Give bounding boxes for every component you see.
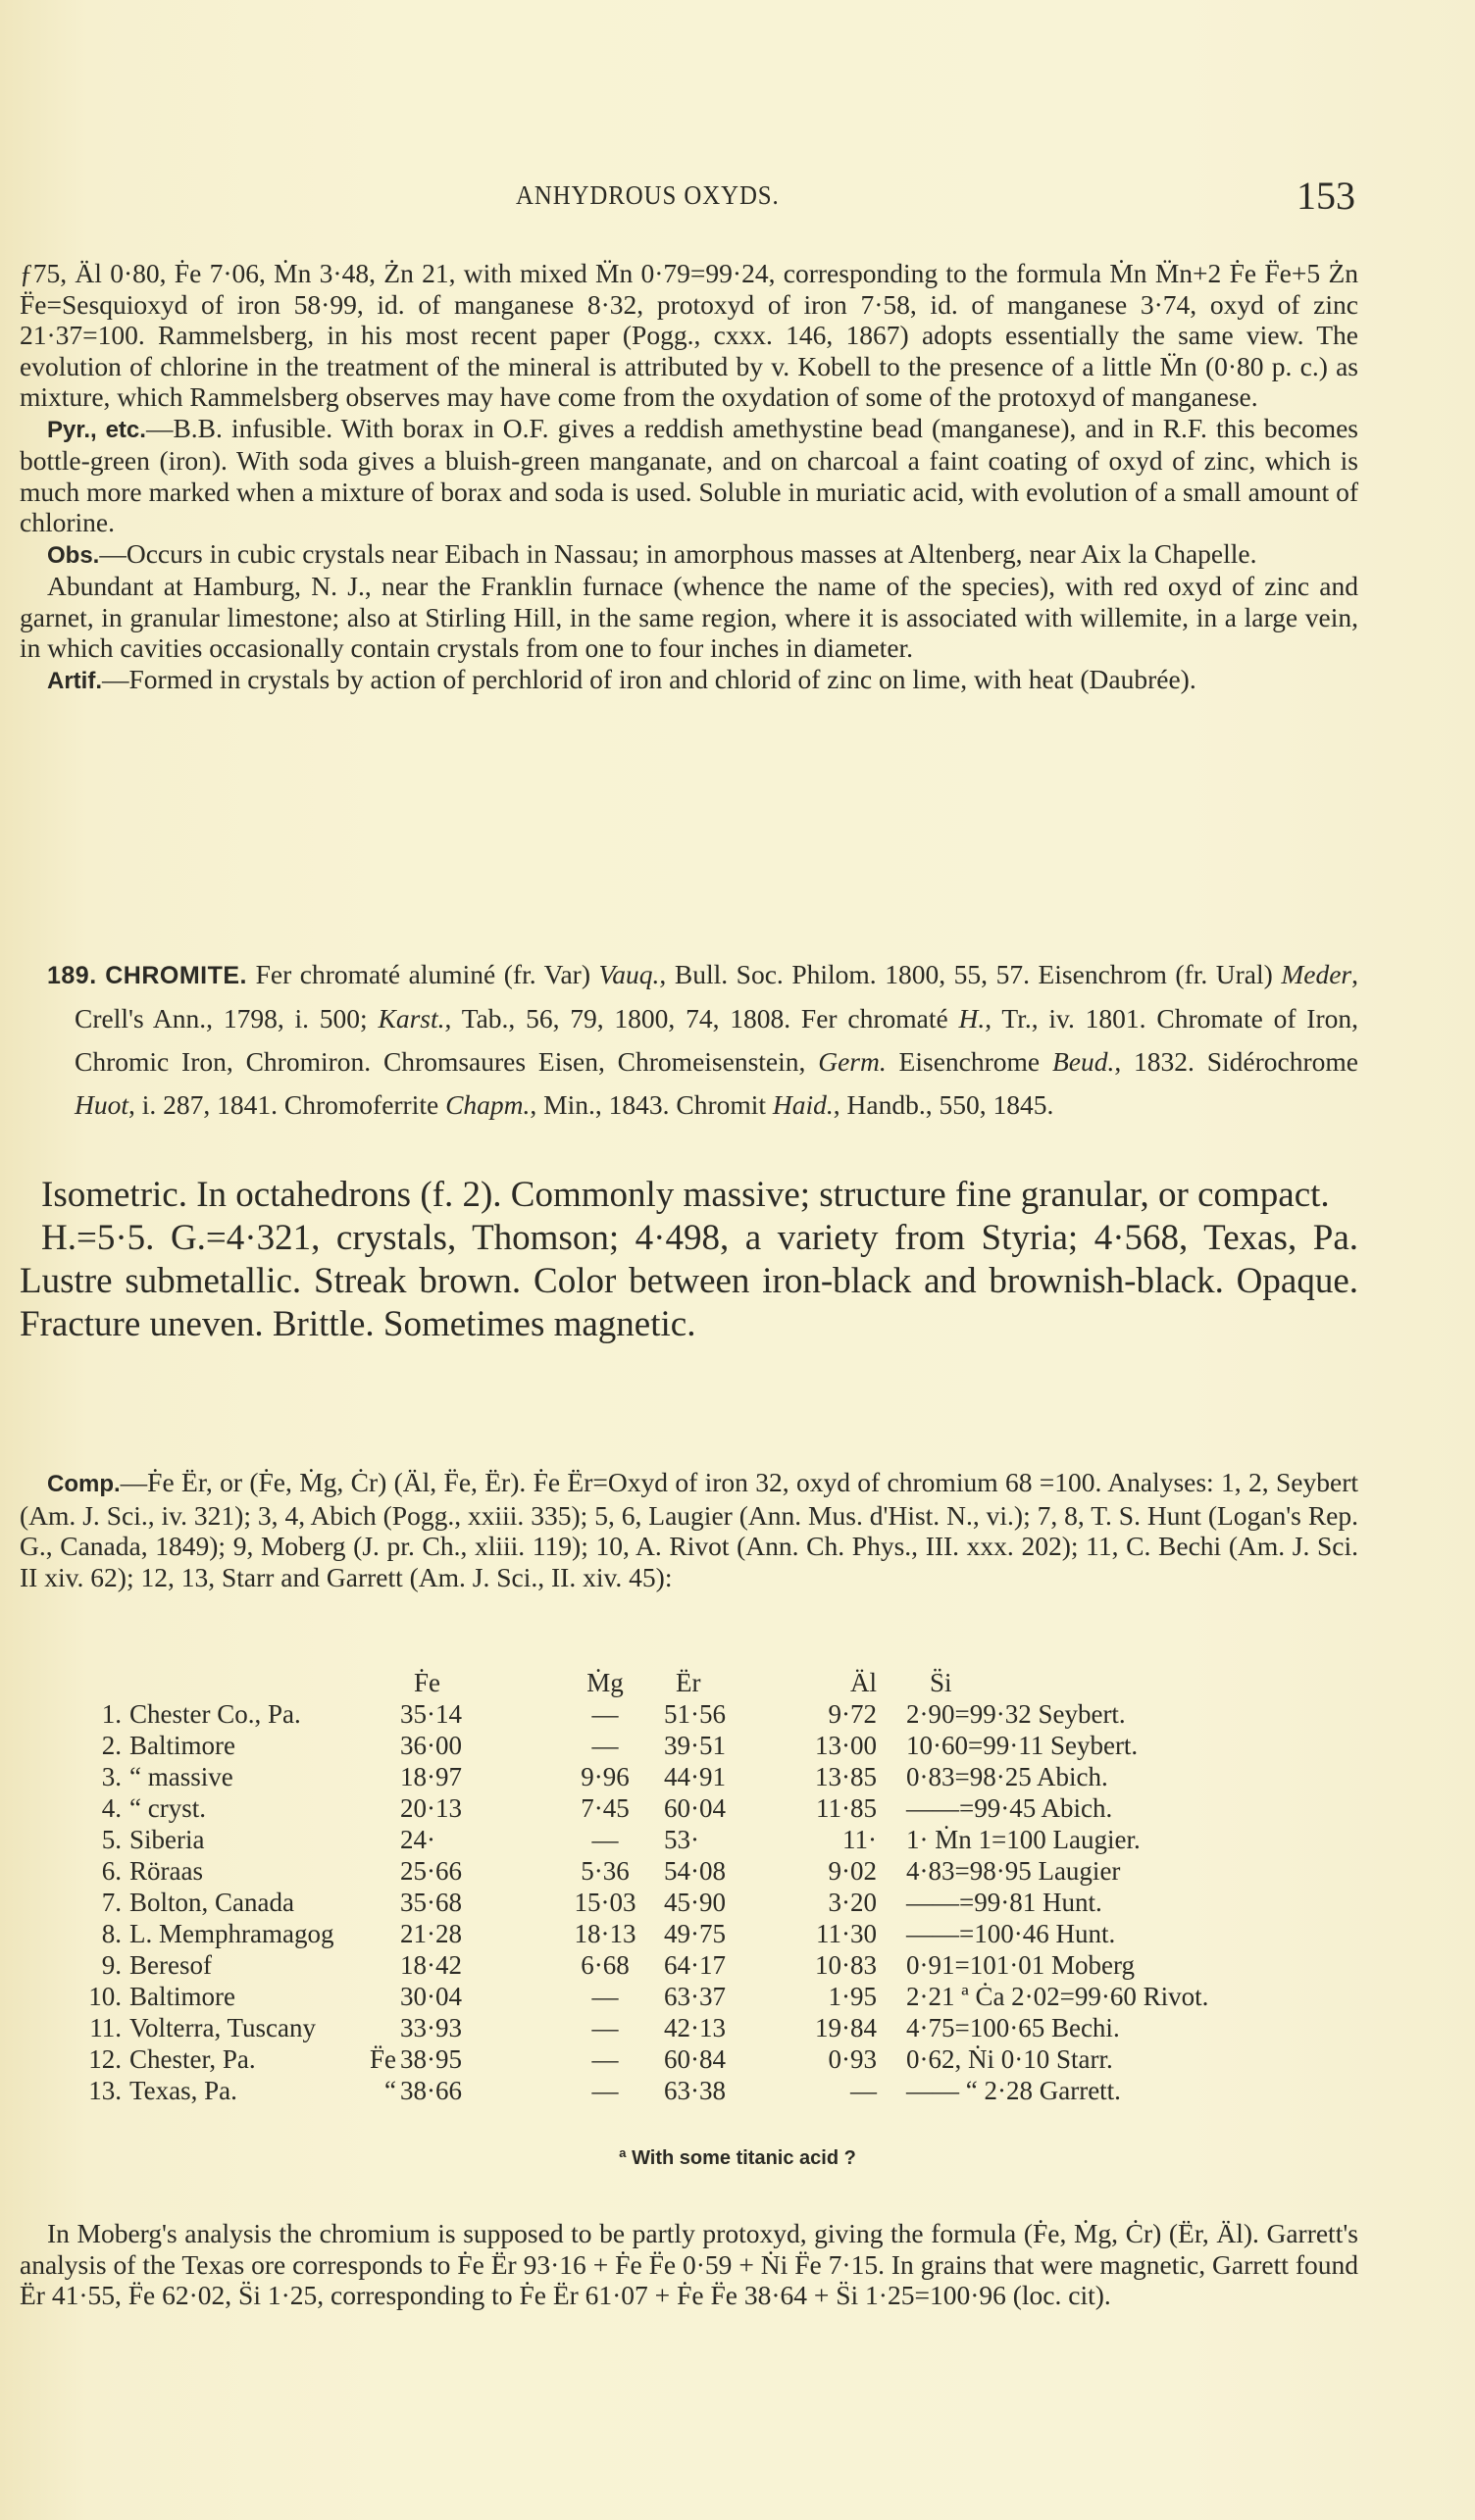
table-row: [76, 1730, 1322, 1761]
fe-value: 38·66: [400, 2076, 462, 2105]
species-number: 189.: [47, 962, 97, 989]
cell-fe: [400, 1981, 546, 2012]
table-row: [76, 1761, 1322, 1792]
table-row: [76, 2075, 1322, 2106]
cell-si-total-analyst: 10·60=99·11 Seybert.: [906, 1731, 1139, 1760]
cell-si-total-analyst: ——=99·45 Abich.: [906, 1793, 1113, 1823]
table-row: [76, 1918, 1322, 1949]
pyr-label: Pyr., etc.: [47, 416, 146, 443]
table-row: [76, 2012, 1322, 2043]
table-row: [76, 1887, 1322, 1918]
cell-locality: [76, 1761, 400, 1792]
table-row: [76, 2043, 1322, 2075]
header-mg: Ṁg: [586, 1668, 624, 1697]
locality-name: Bolton, Canada: [129, 1888, 294, 1917]
locality-name: Chester Co., Pa.: [129, 1699, 301, 1729]
fe-value: 30·04: [400, 1982, 462, 2011]
cell-cr: 54·08: [664, 1856, 726, 1886]
fe-value: 21·28: [400, 1919, 462, 1948]
cell-fe: [400, 1949, 546, 1981]
composition-section: [20, 1467, 1358, 1592]
cell-cr: 49·75: [664, 1919, 726, 1948]
cell-al: 11·: [842, 1825, 877, 1854]
cell-fe: [400, 1918, 546, 1949]
closing-paragraph: In Moberg's analysis the chromium is supposed to be partly protoxyd, giving the formula (Ḟe, Ṁg, Ċr) (Ër, Äl). Garrett's analysis of the Texas ore corresponds to Ḟe Ër 93·16 + Ḟe F̈e 0·59 + Ṅi F̈e 7·15. In grains that were magnetic, Garrett found Ër 41·55, F̈e 62·02, S̈i 1·25, corresponding to Ḟe Ër 61·07 + Ḟe F̈e 38·64 + S̈i 1·25=100·96 (loc. cit).: [20, 2218, 1358, 2310]
cell-si-total-analyst: 0·62, Ṅi 0·10 Starr.: [906, 2044, 1113, 2074]
row-number: 12.: [88, 2044, 122, 2074]
cell-si-total-analyst: 2·90=99·32 Seybert.: [906, 1699, 1126, 1729]
composition-paragraph: [20, 1467, 1358, 1592]
row-number: 1.: [101, 1699, 122, 1729]
fe-value: 20·13: [400, 1793, 462, 1823]
abundant-paragraph: Abundant at Hamburg, N. J., near the Franklin furnace (whence the name of the species), with red oxyd of zinc and garnet, in granular limestone; also at Stirling Hill, in the same region, where it is associated with willemite, in a large vein, in which cavities occasionally contain crystals from one to four inches in diameter.: [20, 571, 1358, 663]
cell-al: 0·93: [828, 2044, 877, 2074]
obs-label: Obs.: [47, 541, 100, 569]
cell-al: 13·85: [815, 1762, 877, 1791]
synonym-author-abbrev: Haid.: [772, 1089, 834, 1120]
locality-name: Volterra, Tuscany: [129, 2013, 317, 2042]
fe-value: 35·14: [400, 1699, 462, 1729]
cell-al: 3·20: [828, 1888, 877, 1917]
cell-locality: [76, 1824, 400, 1855]
cell-si-total-analyst: ——=99·81 Hunt.: [906, 1888, 1102, 1917]
table-row: [76, 1698, 1322, 1730]
cell-fe: [400, 1887, 546, 1918]
cell-locality: [76, 1887, 400, 1918]
synonymy-text: [75, 959, 1358, 1120]
synonym-author-abbrev: Germ.: [818, 1046, 887, 1077]
cell-mg: —: [591, 1825, 619, 1854]
table-row: [76, 1792, 1322, 1824]
synonym-text: , Crell's Ann., 1798, i. 500;: [75, 959, 1359, 1033]
fe-value: 38·95: [400, 2044, 462, 2074]
species-synonymy: [47, 953, 1358, 1127]
pyrognostics-paragraph: [20, 413, 1358, 538]
cell-si-total-analyst: 0·91=101·01 Moberg: [906, 1950, 1135, 1980]
synonym-text: , Tr., iv. 1801. Chromate of Iron, Chromic Iron, Chromiron. Chromsaures Eisen, Chromeisenstein,: [75, 1003, 1358, 1077]
locality-name: Chester, Pa.: [129, 2044, 256, 2074]
cell-al: 9·72: [828, 1699, 877, 1729]
fe-value: 18·42: [400, 1950, 462, 1980]
row-number: 4.: [101, 1793, 122, 1823]
fe-value: 24·: [400, 1825, 435, 1854]
previous-species-continuation: [20, 258, 1358, 696]
cell-locality: [76, 1949, 400, 1981]
cell-si-total-analyst: —— “ 2·28 Garrett.: [906, 2076, 1121, 2105]
page-number: 153: [1297, 174, 1355, 218]
synonym-text: , Min., 1843. Chromit: [530, 1089, 773, 1120]
synonym-author-abbrev: Huot: [75, 1089, 128, 1120]
row-number: 5.: [101, 1825, 122, 1854]
cell-al: 10·83: [815, 1950, 877, 1980]
comp-text: —Ḟe Ër, or (Ḟe, Ṁg, Ċr) (Äl, F̈e, Ër). Ḟe Ër=Oxyd of iron 32, oxyd of chromium 68 =100. Analyses: 1, 2, Seybert (Am. J. Sci., iv. 321); 3, 4, Abich (Pogg., xxiii. 335); 5, 6, Laugier (Ann. Mus. d'Hist. N., vi.); 7, 8, T. S. Hunt (Logan's Rep. G., Canada, 1849); 9, Moberg (J. pr. Ch., xliii. 119); 10, A. Rivot (Ann. Ch. Phys., III. xxx. 202); 11, C. Bechi (Am. J. Sci. II xiv. 62); 12, 13, Starr and Garrett (Am. J. Sci., II. xiv. 45):: [20, 1467, 1358, 1592]
synonym-text: , i. 287, 1841. Chromoferrite: [128, 1089, 446, 1120]
cell-locality: [76, 2012, 400, 2043]
synonym-author-abbrev: Karst.: [378, 1003, 445, 1033]
cell-mg: —: [591, 2076, 619, 2105]
locality-name: Baltimore: [129, 1731, 235, 1760]
cell-al: 13·00: [815, 1731, 877, 1760]
cell-fe: [400, 1824, 546, 1855]
synonym-text: , Handb., 550, 1845.: [833, 1089, 1054, 1120]
cell-mg: 7·45: [581, 1793, 630, 1823]
row-number: 6.: [101, 1856, 122, 1886]
row-number: 8.: [101, 1919, 122, 1948]
row-number: 7.: [101, 1888, 122, 1917]
cell-fe: [400, 1730, 546, 1761]
synonym-text: Fer chromaté aluminé (fr. Var): [247, 959, 599, 989]
locality-name: Röraas: [129, 1856, 203, 1886]
cell-mg: —: [591, 1731, 619, 1760]
table-row: [76, 1981, 1322, 2012]
pyr-text: —B.B. infusible. With borax in O.F. gives a reddish amethystine bead (manganese), and in R.F. this becomes bottle-green (iron). With soda gives a bluish-green manganate, and on charcoal a faint coating of oxyd of zinc, which is much more marked when a mixture of borax and soda is used. Soluble in muriatic acid, with evolution of a small amount of chlorine.: [20, 412, 1358, 537]
locality-name: Texas, Pa.: [129, 2076, 237, 2105]
row-number: 9.: [101, 1950, 122, 1980]
cell-mg: 6·68: [581, 1950, 630, 1980]
locality-name: “ cryst.: [129, 1793, 206, 1823]
cell-si-total-analyst: 4·75=100·65 Bechi.: [906, 2013, 1120, 2042]
synonym-author-abbrev: Vauq.: [598, 959, 660, 989]
locality-name: Baltimore: [129, 1982, 235, 2011]
cell-locality: [76, 1698, 400, 1730]
description-crystallography: Isometric. In octahedrons (f. 2). Commonly massive; structure fine granular, or compact.: [41, 1175, 1330, 1215]
analyses-table: [76, 1667, 1322, 2106]
cell-locality: [76, 2043, 400, 2075]
row-number: 3.: [101, 1762, 122, 1791]
cell-mg: —: [591, 1699, 619, 1729]
cell-cr: 51·56: [664, 1699, 726, 1729]
cell-mg: 15·03: [574, 1888, 636, 1917]
cell-si-total-analyst: 0·83=98·25 Abich.: [906, 1762, 1108, 1791]
fe-value: 36·00: [400, 1731, 462, 1760]
cell-locality: [76, 1981, 400, 2012]
cell-fe: [400, 1761, 546, 1792]
header-si: S̈i: [930, 1668, 952, 1697]
locality-name: L. Memphramagog: [129, 1919, 334, 1948]
cell-fe: [400, 2012, 546, 2043]
header-locality: [76, 1667, 400, 1698]
cell-locality: [76, 2075, 400, 2106]
synonymy-paragraph: [47, 953, 1358, 1127]
cell-mg: —: [591, 1982, 619, 2011]
continuation-paragraph: ƒ75, Äl 0·80, Ḟe 7·06, Ṁn 3·48, Żn 21, with mixed M̈n 0·79=99·24, corresponding to the formula Ṁn M̈n+2 Ḟe F̈e+5 Żn F̈e=Sesquioxyd of iron 58·99, id. of manganese 8·32, protoxyd of iron 7·58, id. of manganese 3·74, oxyd of zinc 21·37=100. Rammelsberg, in his most recent paper (Pogg., cxxx. 146, 1867) adopts essentially the same view. The evolution of chlorine in the treatment of the mineral is attributed by v. Kobell to the presence of a little M̈n (0·80 p. c.) as mixture, which Rammelsberg observes may have come from the oxydation of some of the protoxyd of manganese.: [20, 258, 1358, 412]
fe-value: 33·93: [400, 2013, 462, 2042]
cell-cr: 63·38: [664, 2076, 726, 2105]
cell-si-total-analyst: 4·83=98·95 Laugier: [906, 1856, 1121, 1886]
table-footnote: ª With some titanic acid ?: [619, 2147, 856, 2169]
cell-mg: 9·96: [581, 1762, 630, 1791]
cell-al: 19·84: [815, 2013, 877, 2042]
cell-al: 1·95: [828, 1982, 877, 2011]
fe-value: 35·68: [400, 1888, 462, 1917]
cell-cr: 64·17: [664, 1950, 726, 1980]
comp-label: Comp.: [47, 1471, 121, 1497]
row-number: 2.: [101, 1731, 122, 1760]
synonym-text: , 1832. Sidérochrome: [1114, 1046, 1358, 1077]
table-row: [76, 1855, 1322, 1887]
description-physical: H.=5·5. G.=4·321, crystals, Thomson; 4·498, a variety from Styria; 4·568, Texas, Pa. Lustre submetallic. Streak brown. Color between iron-black and brownish-black. Opaque. Fracture uneven. Brittle. Sometimes magnetic.: [20, 1218, 1358, 1344]
species-description: [20, 1174, 1358, 1346]
cell-cr: 60·84: [664, 2044, 726, 2074]
cell-cr: 53·: [664, 1825, 699, 1854]
cell-cr: 44·91: [664, 1762, 726, 1791]
cell-locality: [76, 1855, 400, 1887]
cell-fe: [370, 2043, 546, 2075]
header-al: Äl: [850, 1668, 877, 1697]
locality-name: “ massive: [129, 1762, 233, 1791]
cell-fe: [384, 2075, 546, 2106]
synonym-author-abbrev: Beud.: [1051, 1046, 1115, 1077]
obs-text: —Occurs in cubic crystals near Eibach in Nassau; in amorphous masses at Altenberg, near Aix la Chapelle.: [99, 537, 1257, 569]
fe-value: 25·66: [400, 1856, 462, 1886]
cell-mg: —: [591, 2013, 619, 2042]
cell-mg: 5·36: [581, 1856, 630, 1886]
table-header-row: [76, 1667, 1322, 1698]
fe-prefix: F̈e: [370, 2044, 396, 2074]
cell-al: 11·30: [816, 1919, 877, 1948]
synonym-author-abbrev: Meder: [1281, 959, 1352, 989]
artificial-paragraph: [20, 664, 1358, 697]
row-number: 10.: [88, 1982, 122, 2011]
running-title: ANHYDROUS OXYDS.: [516, 180, 780, 210]
synonym-author-abbrev: H.: [958, 1003, 986, 1033]
running-head: [0, 174, 1475, 220]
table-row: [76, 1949, 1322, 1981]
cell-locality: [76, 1792, 400, 1824]
closing-section: [20, 2218, 1358, 2311]
cell-fe: [400, 1698, 546, 1730]
locality-name: Siberia: [129, 1825, 205, 1854]
cell-mg: 18·13: [574, 1919, 636, 1948]
row-number: 11.: [89, 2013, 122, 2042]
cell-cr: 45·90: [664, 1888, 726, 1917]
locality-name: Beresof: [129, 1950, 212, 1980]
synonym-text: , Bull. Soc. Philom. 1800, 55, 57. Eisenchrom (fr. Ural): [659, 959, 1282, 989]
observations-paragraph: [20, 538, 1358, 572]
cell-locality: [76, 1918, 400, 1949]
header-cr: Ër: [676, 1668, 701, 1697]
cell-fe: [400, 1792, 546, 1824]
synonym-text: Eisenchrome: [886, 1046, 1052, 1077]
cell-al: 9·02: [828, 1856, 877, 1886]
cell-mg: —: [591, 2044, 619, 2074]
header-fe: Ḟe: [414, 1668, 440, 1697]
fe-prefix: “: [384, 2076, 396, 2105]
cell-al: —: [850, 2076, 877, 2105]
artif-text: —Formed in crystals by action of perchlorid of iron and chlorid of zinc on lime, with heat (Daubrée).: [102, 663, 1196, 694]
synonym-author-abbrev: Chapm.: [445, 1089, 531, 1120]
synonym-text: , Tab., 56, 79, 1800, 74, 1808. Fer chromaté: [444, 1003, 959, 1033]
cell-cr: 39·51: [664, 1731, 726, 1760]
cell-locality: [76, 1730, 400, 1761]
cell-al: 11·85: [816, 1793, 877, 1823]
species-name: CHROMITE.: [105, 962, 248, 989]
cell-cr: 60·04: [664, 1793, 726, 1823]
cell-si-total-analyst: 2·21 ª Ċa 2·02=99·60 Rivot.: [906, 1982, 1209, 2011]
row-number: 13.: [88, 2076, 122, 2105]
fe-value: 18·97: [400, 1762, 462, 1791]
table-row: [76, 1824, 1322, 1855]
cell-si-total-analyst: ——=100·46 Hunt.: [906, 1919, 1116, 1948]
cell-cr: 42·13: [664, 2013, 726, 2042]
cell-cr: 63·37: [664, 1982, 726, 2011]
artif-label: Artif.: [47, 667, 102, 694]
cell-si-total-analyst: 1· Ṁn 1=100 Laugier.: [906, 1825, 1141, 1854]
cell-fe: [400, 1855, 546, 1887]
